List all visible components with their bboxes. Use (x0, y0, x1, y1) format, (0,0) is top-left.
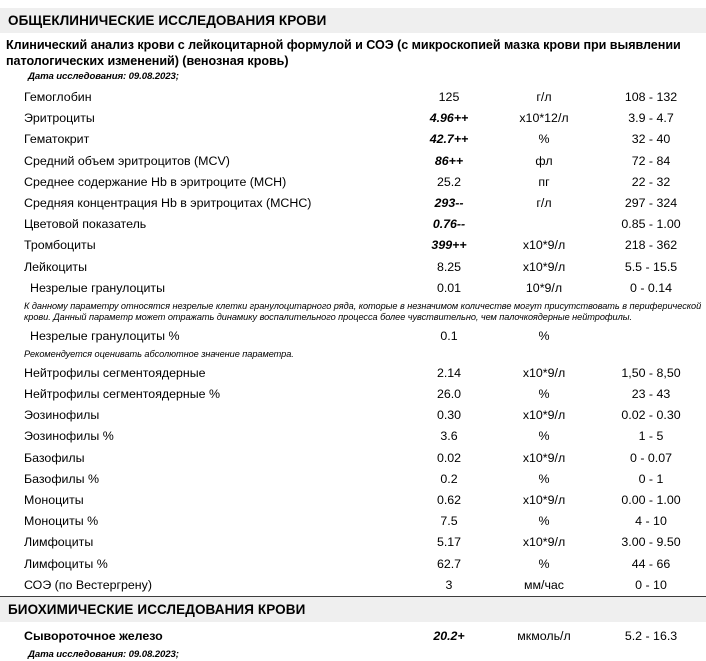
reference-range: 22 - 32 (631, 174, 671, 189)
table-row (0, 151, 706, 172)
results-table (0, 626, 706, 647)
table-row (0, 214, 706, 235)
test-name: Среднее содержание Hb в эритроците (MCH) (24, 174, 287, 189)
reference-range: 108 - 132 (624, 90, 678, 104)
test-value: 25.2 (436, 174, 462, 189)
test-unit: % (538, 132, 550, 147)
test-value: 125 (438, 90, 460, 104)
test-unit: x10*9/л (522, 259, 566, 274)
test-value: 20.2+ (433, 628, 465, 643)
test-unit: фл (535, 153, 553, 168)
test-name: Средний объем эритроцитов (MCV) (24, 153, 230, 168)
report-section (0, 8, 706, 596)
test-value: 0.76-- (432, 217, 466, 232)
test-name: Нейтрофилы сегментоядерные % (24, 387, 221, 402)
test-value: 0.02 (436, 450, 462, 465)
reference-range: 218 - 362 (624, 238, 678, 253)
test-name: Сывороточное железо (24, 628, 163, 643)
test-unit: x10*9/л (522, 365, 566, 380)
test-value: 8.25 (436, 259, 462, 274)
test-name: Лейкоциты (24, 259, 87, 274)
reference-range: 1 - 5 (638, 429, 664, 444)
test-unit: г/л (536, 90, 552, 104)
test-name: Гематокрит (24, 132, 90, 147)
parameter-note (0, 348, 706, 362)
reference-range: 0.85 - 1.00 (621, 217, 681, 232)
test-unit: x10*9/л (522, 450, 566, 465)
test-unit: г/л (536, 195, 552, 210)
reference-range: 1,50 - 8,50 (621, 365, 681, 380)
test-unit: % (538, 329, 550, 344)
test-value: 4.96++ (429, 111, 469, 126)
test-value: 5.17 (436, 535, 462, 550)
study-date: Дата исследования: 09.08.2023; (28, 649, 179, 661)
test-value: 26.0 (436, 387, 462, 402)
test-unit: % (538, 556, 550, 571)
reference-range: 5.2 - 16.3 (624, 628, 678, 643)
test-unit: x10*12/л (519, 111, 569, 126)
test-name: Лимфоциты % (24, 556, 108, 571)
parameter-note-text: Рекомендуется оценивать абсолютное значение параметра. (24, 349, 294, 360)
report-section (0, 596, 706, 661)
test-value: 3.6 (440, 429, 458, 444)
test-unit: x10*9/л (522, 535, 566, 550)
results-table (0, 87, 706, 596)
test-value: 399++ (431, 238, 467, 253)
reference-range: 297 - 324 (624, 195, 678, 210)
table-row (0, 554, 706, 575)
reference-range: 0 - 0.07 (629, 450, 673, 465)
reference-range: 32 - 40 (631, 132, 671, 147)
reference-range: 0.02 - 0.30 (621, 408, 681, 423)
table-row (0, 469, 706, 490)
test-value: 86++ (434, 153, 464, 168)
test-value: 0.01 (436, 280, 462, 295)
test-unit: 10*9/л (525, 280, 563, 295)
test-name: Базофилы (24, 450, 85, 465)
reference-range: 3.00 - 9.50 (621, 535, 681, 550)
test-unit: % (538, 429, 550, 444)
table-row (0, 129, 706, 150)
table-row (0, 490, 706, 511)
test-unit: x10*9/л (522, 238, 566, 253)
test-name: Эозинофилы % (24, 429, 114, 444)
table-row (0, 87, 706, 108)
table-row (0, 326, 706, 347)
test-unit: x10*9/л (522, 408, 566, 423)
test-name: СОЭ (по Вестергрену) (24, 577, 152, 592)
test-unit: мкмоль/л (517, 628, 571, 643)
test-value: 3 (445, 577, 453, 592)
test-unit: % (538, 514, 550, 529)
test-name: Эозинофилы (24, 408, 100, 423)
table-row (0, 172, 706, 193)
test-name: Базофилы % (24, 471, 100, 486)
test-value: 42.7++ (429, 132, 469, 147)
table-row (0, 405, 706, 426)
table-row (0, 363, 706, 384)
section-header-band: ОБЩЕКЛИНИЧЕСКИЕ ИССЛЕДОВАНИЯ КРОВИ (0, 8, 706, 33)
test-name: Моноциты % (24, 514, 99, 529)
table-row (0, 257, 706, 278)
reference-range: 0 - 1 (638, 471, 664, 486)
table-row (0, 235, 706, 256)
reference-range: 3.9 - 4.7 (628, 111, 674, 126)
reference-range: 23 - 43 (631, 387, 671, 402)
section-header-band: БИОХИМИЧЕСКИЕ ИССЛЕДОВАНИЯ КРОВИ (0, 596, 706, 622)
lab-report-page (0, 8, 706, 661)
reference-range: 0 - 0.14 (629, 280, 673, 295)
test-value: 0.1 (440, 329, 458, 344)
test-value: 0.2 (440, 471, 458, 486)
study-date: Дата исследования: 09.08.2023; (28, 71, 179, 82)
table-row (0, 532, 706, 553)
parameter-note (0, 300, 706, 325)
test-value: 2.14 (436, 365, 462, 380)
test-value: 293-- (434, 195, 464, 210)
table-row (0, 575, 706, 596)
test-value: 7.5 (440, 514, 458, 529)
reference-range: 0 - 10 (635, 577, 667, 592)
sections-container (0, 8, 706, 661)
table-row (0, 193, 706, 214)
test-value: 62.7 (436, 556, 462, 571)
test-unit: x10*9/л (522, 492, 566, 507)
table-row (0, 426, 706, 447)
test-value: 0.62 (436, 492, 462, 507)
reference-range: 4 - 10 (635, 514, 667, 529)
test-name: Средняя концентрация Hb в эритроцитах (MCHC) (24, 195, 312, 210)
test-name: Тромбоциты (24, 238, 96, 253)
panel-title: Клинический анализ крови с лейкоцитарной формулой и СОЭ (с микроскопией мазка крови при выявлении патологических изменений) (венозная кровь) (6, 38, 681, 68)
table-row (0, 626, 706, 647)
reference-range: 44 - 66 (631, 556, 671, 571)
test-unit: % (538, 471, 550, 486)
test-name: Моноциты (24, 492, 84, 507)
table-row (0, 108, 706, 129)
reference-range: 5.5 - 15.5 (624, 259, 678, 274)
table-row (0, 384, 706, 405)
test-name: Лимфоциты (24, 535, 94, 550)
reference-range: 0.00 - 1.00 (621, 492, 681, 507)
test-name: Незрелые гранулоциты % (30, 329, 180, 344)
parameter-note-text: К данному параметру относятся незрелые клетки гранулоцитарного ряда, которые в незначимом количестве могут присутствовать в периферической крови. Данный параметр может отражать динамику воспалительного процесса более чувствительно, чем палочкоядерные нейтрофилы. (24, 300, 702, 323)
table-row (0, 511, 706, 532)
test-name: Эритроциты (24, 111, 95, 126)
test-name: Нейтрофилы сегментоядерные (24, 365, 206, 380)
test-value: 0.30 (436, 408, 462, 423)
test-unit: % (538, 387, 550, 402)
test-unit: мм/час (523, 577, 565, 592)
test-name: Цветовой показатель (24, 217, 147, 232)
table-row (0, 448, 706, 469)
reference-range: 72 - 84 (631, 153, 671, 168)
test-unit: пг (538, 174, 550, 189)
table-row (0, 278, 706, 299)
test-name: Незрелые гранулоциты (30, 280, 166, 295)
test-name: Гемоглобин (24, 90, 92, 104)
